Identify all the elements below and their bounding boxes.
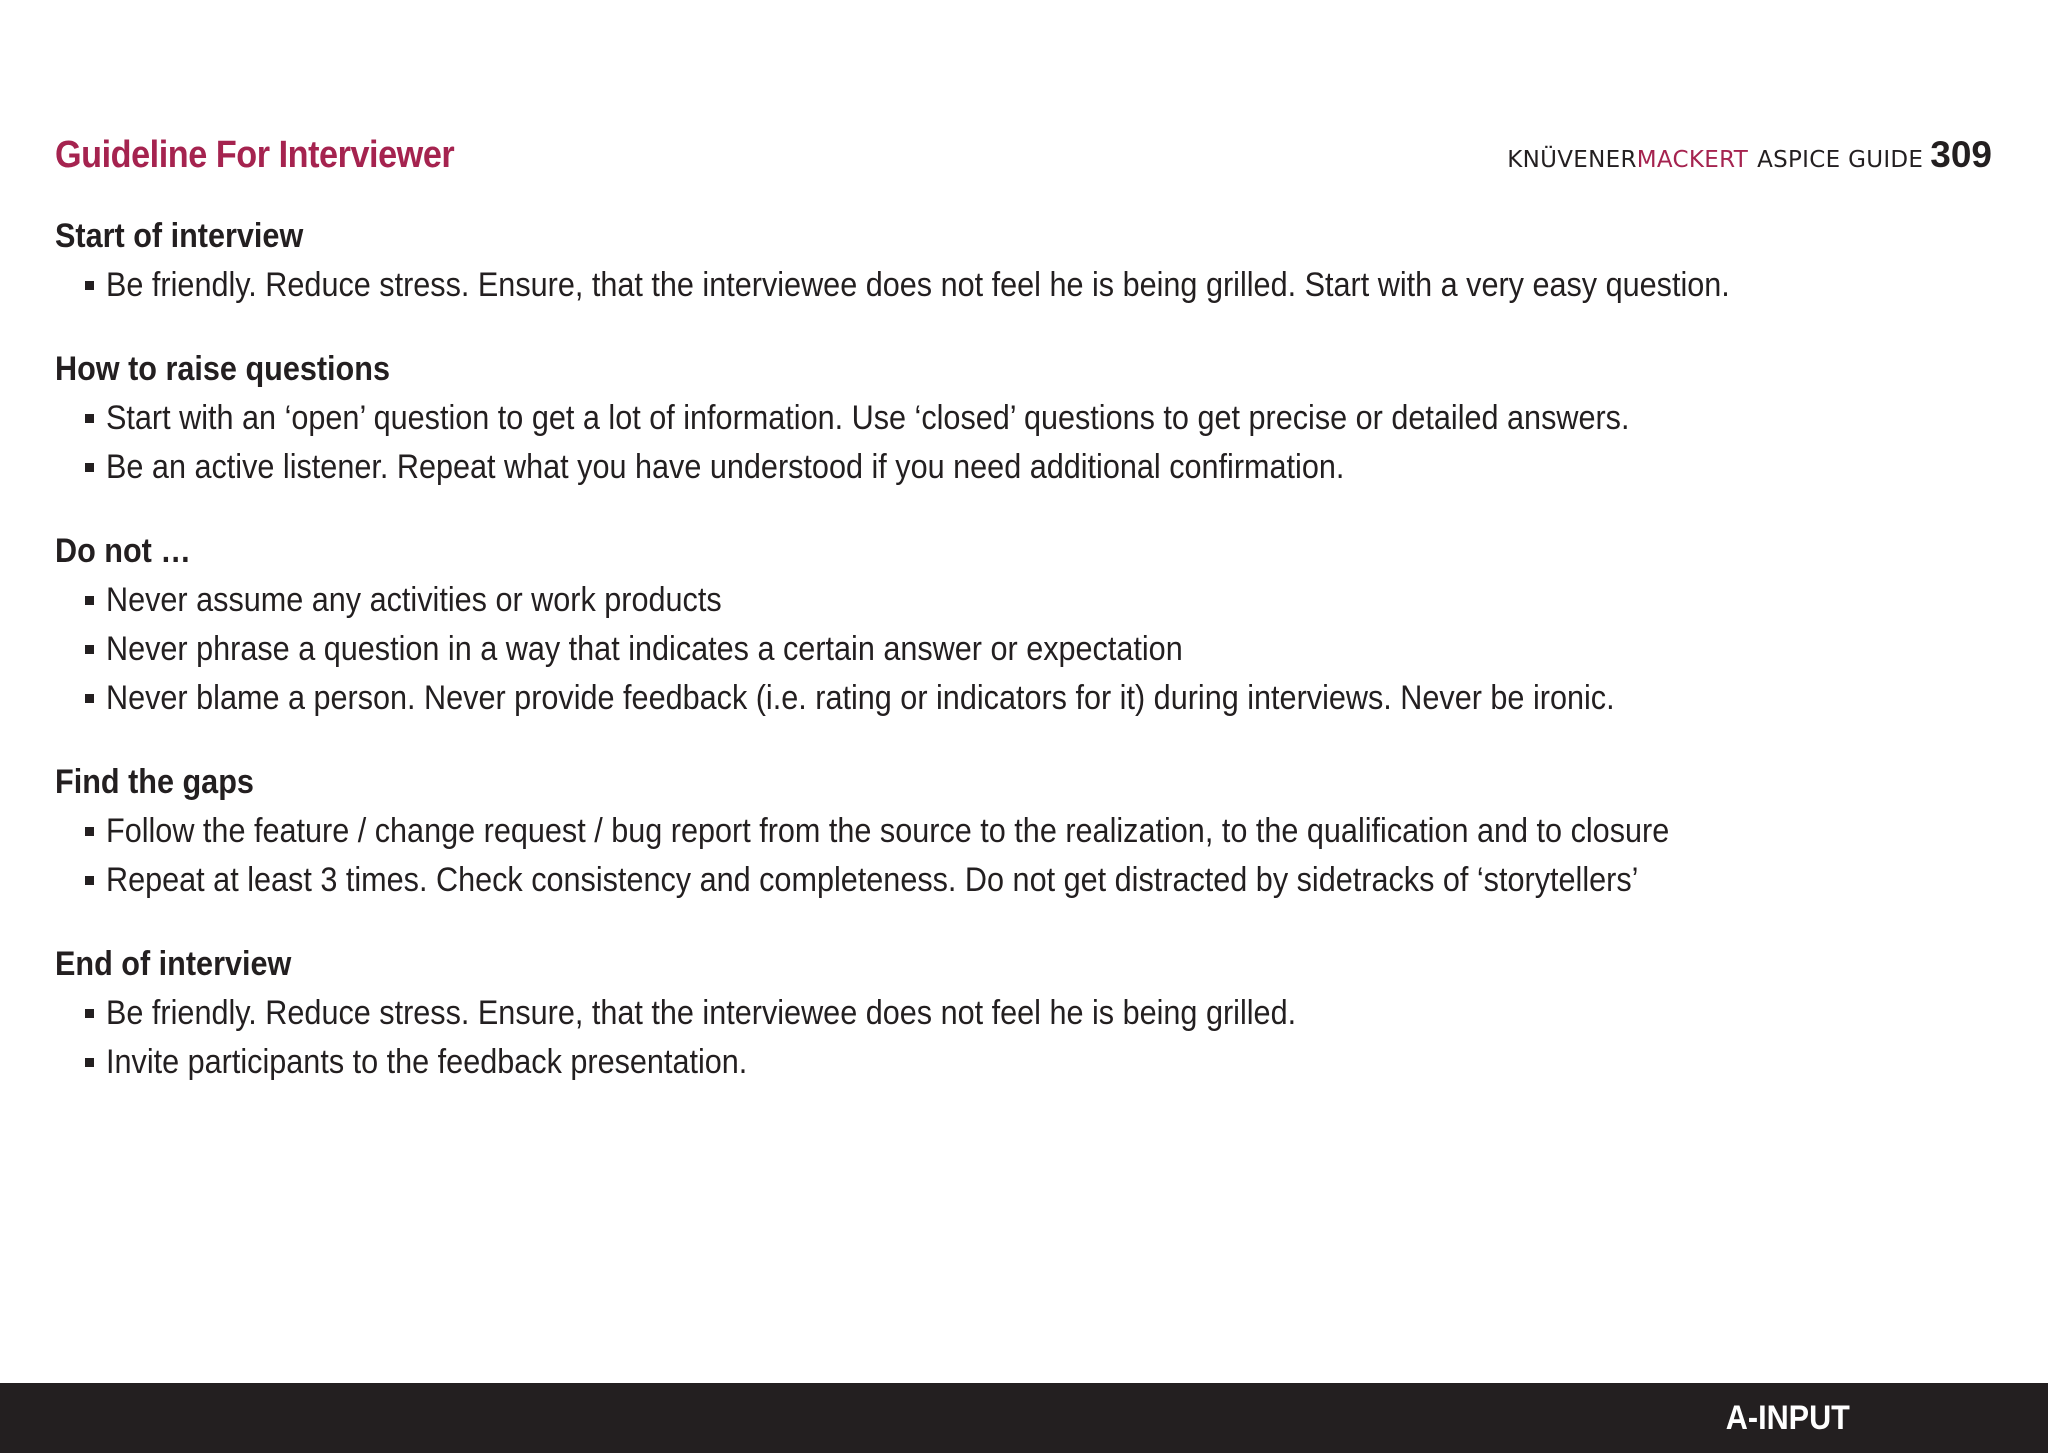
brand-header (1507, 134, 1992, 176)
section-end-of-interview (55, 942, 1995, 1089)
list-item (55, 578, 1995, 627)
section-do-not (55, 529, 1995, 725)
page-title: Guideline For Interviewer (55, 134, 455, 176)
square-bullet-icon (85, 645, 94, 654)
list-item-text: Be friendly. Reduce stress. Ensure, that the interviewee does not feel he is being grilled. (106, 994, 1297, 1032)
section-heading: How to raise questions (55, 350, 390, 388)
square-bullet-icon (85, 414, 94, 423)
list-item (55, 991, 1995, 1040)
list-item (55, 676, 1995, 725)
list-item (55, 858, 1995, 907)
list-item (55, 627, 1995, 676)
list-item (55, 1040, 1995, 1089)
section-heading: Do not … (55, 532, 191, 570)
footer-bar (0, 1383, 2048, 1453)
section-find-the-gaps (55, 760, 1995, 907)
square-bullet-icon (85, 1009, 94, 1018)
square-bullet-icon (85, 827, 94, 836)
square-bullet-icon (85, 281, 94, 290)
guideline-content (55, 214, 1995, 1124)
square-bullet-icon (85, 1058, 94, 1067)
list-item-text: Repeat at least 3 times. Check consistency and completeness. Do not get distracted by sidetracks of ‘storytellers’ (106, 861, 1639, 899)
list-item (55, 445, 1995, 494)
brand-name-mackert: MACKERT (1636, 147, 1749, 173)
list-item (55, 396, 1995, 445)
brand-name-knuevener: KNÜVENER (1507, 147, 1637, 173)
list-item-text: Be an active listener. Repeat what you have understood if you need additional confirmation. (106, 448, 1345, 486)
square-bullet-icon (85, 694, 94, 703)
page-number: 309 (1930, 134, 1992, 175)
list-item-text: Never blame a person. Never provide feedback (i.e. rating or indicators for it) during interviews. Never be ironic. (106, 679, 1615, 717)
list-item-text: Invite participants to the feedback presentation. (106, 1043, 748, 1081)
list-item-text: Follow the feature / change request / bug report from the source to the realization, to the qualification and to closure (106, 812, 1670, 850)
section-heading: End of interview (55, 945, 292, 983)
list-item-text: Be friendly. Reduce stress. Ensure, that the interviewee does not feel he is being grilled. Start with a very easy question. (106, 266, 1730, 304)
list-item (55, 263, 1995, 312)
square-bullet-icon (85, 876, 94, 885)
section-how-to-raise-questions (55, 347, 1995, 494)
section-heading: Find the gaps (55, 763, 254, 801)
brand-guide-label: ASPICE GUIDE (1757, 147, 1924, 173)
square-bullet-icon (85, 463, 94, 472)
list-item-text: Never phrase a question in a way that indicates a certain answer or expectation (106, 630, 1183, 668)
chapter-label: A-INPUT (1725, 1399, 1850, 1437)
list-item-text: Start with an ‘open’ question to get a lot of information. Use ‘closed’ questions to get precise or detailed answers. (106, 399, 1630, 437)
section-heading: Start of interview (55, 217, 304, 255)
list-item (55, 809, 1995, 858)
list-item-text: Never assume any activities or work products (106, 581, 722, 619)
square-bullet-icon (85, 596, 94, 605)
section-start-of-interview (55, 214, 1995, 312)
